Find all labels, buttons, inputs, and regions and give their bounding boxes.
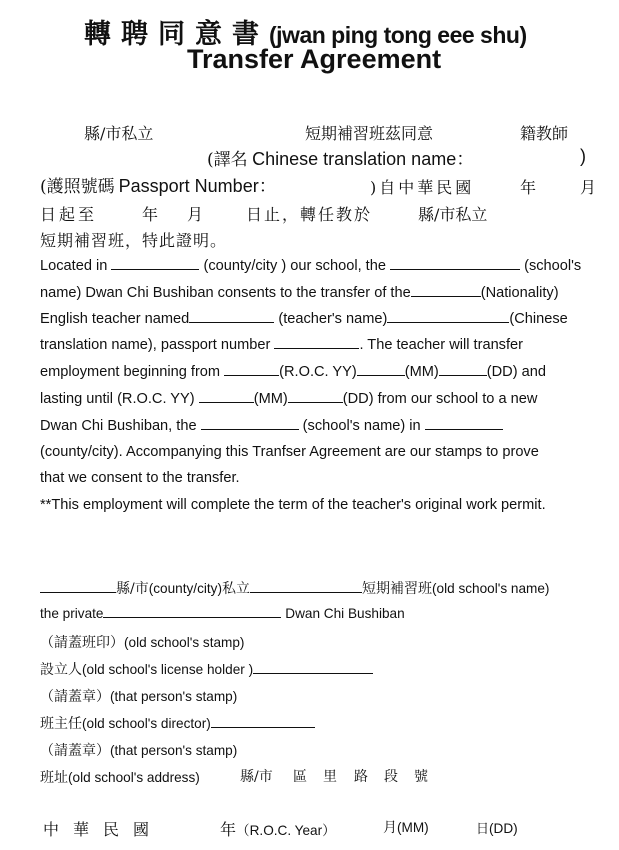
text: 班址	[40, 770, 68, 786]
old-county-blank[interactable]	[40, 580, 116, 593]
en-line-6	[40, 390, 537, 407]
private-line	[40, 605, 405, 621]
text: 設立人	[40, 662, 82, 678]
zh-line1-teacher: 籍教師	[520, 124, 569, 143]
text: 私立	[222, 581, 250, 597]
en-line-7	[40, 417, 503, 434]
text: the private	[40, 606, 104, 621]
county-city-blank[interactable]	[111, 257, 199, 270]
text: Dwan Chi Bushiban, the	[40, 418, 201, 434]
start-month-blank[interactable]	[357, 363, 405, 376]
text: (DD) and	[486, 364, 546, 380]
text: 月	[383, 820, 397, 836]
text: 短期補習班	[362, 581, 432, 597]
text: (school's	[520, 258, 582, 274]
address-section: 段	[384, 769, 398, 785]
text: employment beginning from	[40, 364, 225, 380]
en-line-2	[40, 284, 559, 301]
text: (county/city)	[148, 581, 222, 596]
zh-line4-until: 日止，轉任教於	[246, 205, 373, 224]
teacher-name-blank[interactable]	[189, 310, 274, 323]
text: 年	[220, 820, 237, 839]
license-holder-line	[40, 659, 373, 679]
text: 日	[476, 822, 490, 837]
zh-translation-label: (譯名	[207, 150, 248, 170]
text: （R.O.C. Year）	[236, 823, 336, 838]
en-line-1	[40, 257, 581, 274]
zh-line2	[207, 145, 474, 171]
school-stamp-line	[40, 632, 244, 652]
text: （請蓋班印）	[40, 635, 124, 651]
text: (old school's address)	[68, 770, 200, 785]
chinese-translation-blank[interactable]	[387, 310, 509, 323]
private-blank[interactable]	[103, 605, 281, 618]
text: (DD)	[489, 821, 518, 836]
start-day-blank[interactable]	[439, 363, 487, 376]
address-village: 里	[323, 769, 337, 785]
zh-line2-close-paren: )	[580, 146, 586, 166]
text: (that person's stamp)	[110, 689, 238, 704]
text: (Nationality)	[480, 285, 559, 301]
zh-line1-county: 縣/市私立	[84, 124, 154, 143]
zh-line3-from: )自中華民國	[370, 178, 475, 197]
director-stamp-line	[40, 740, 237, 760]
en-line-9: that we consent to the transfer.	[40, 470, 240, 486]
zh-line3-passport	[40, 172, 277, 198]
title-chinese: 轉聘同意書	[84, 19, 269, 50]
date-month	[383, 817, 429, 837]
text: (DD) from our school to a new	[342, 391, 538, 407]
en-line-8: (county/city). Accompanying this Tranfser Agreement are our stamps to prove	[40, 444, 539, 460]
date-year	[220, 817, 336, 840]
text: (old school's license holder )	[82, 662, 254, 677]
text: . The teacher will transfer	[359, 337, 524, 353]
zh-line1-school: 短期補習班茲同意	[305, 124, 434, 143]
date-roc: 中華民國	[43, 820, 164, 839]
en-line-4	[40, 336, 523, 353]
director-line	[40, 713, 315, 733]
zh-line4-year: 年	[142, 205, 159, 224]
school-name-blank[interactable]	[390, 257, 520, 270]
zh-line4-from-day: 日起至	[40, 205, 98, 224]
address-road: 路	[354, 769, 368, 785]
date-day	[476, 818, 518, 838]
director-blank[interactable]	[211, 715, 315, 728]
text: (Chinese	[509, 311, 568, 327]
en-line-3	[40, 310, 568, 327]
text: （請蓋章）	[40, 743, 110, 759]
translation-name-label: Chinese translation name：	[252, 149, 475, 169]
holder-stamp-line	[40, 686, 237, 706]
title-english: Transfer Agreement	[187, 44, 442, 74]
title-pinyin: (jwan ping tong eee shu)	[269, 22, 527, 48]
old-school-name-blank[interactable]	[250, 580, 362, 593]
passport-number-blank[interactable]	[274, 336, 359, 349]
nationality-blank[interactable]	[411, 284, 481, 297]
text: (MM)	[253, 391, 288, 407]
text: 縣/市	[116, 581, 149, 597]
new-school-name-blank[interactable]	[201, 417, 299, 430]
address-number: 號	[414, 769, 428, 785]
text: lasting until (R.O.C. YY)	[40, 391, 199, 407]
zh-line3-year: 年	[520, 178, 537, 197]
text: (MM)	[404, 364, 439, 380]
text: （請蓋章）	[40, 689, 110, 705]
address-county: 縣/市	[240, 769, 273, 785]
text: Located in	[40, 258, 112, 274]
text: Dwan Chi Bushiban	[281, 606, 405, 621]
en-line-note: **This employment will complete the term of the teacher's original work permit.	[40, 497, 546, 513]
zh-line5-certify: 短期補習班，特此證明。	[40, 231, 228, 250]
text: name) Dwan Chi Bushiban consents to the transfer of the	[40, 285, 411, 301]
text: (old school's stamp)	[124, 635, 245, 650]
text: (old school's director)	[82, 716, 211, 731]
license-holder-blank[interactable]	[253, 661, 373, 674]
text: (that person's stamp)	[110, 743, 238, 758]
new-county-city-blank[interactable]	[425, 417, 503, 430]
end-month-blank[interactable]	[288, 390, 343, 403]
old-school-line	[40, 578, 549, 598]
text: (county/city ) our school, the	[199, 258, 391, 274]
start-year-blank[interactable]	[224, 363, 279, 376]
address-district: 區	[293, 769, 307, 785]
passport-number-label: Passport Number：	[118, 176, 277, 196]
text: English teacher named	[40, 311, 190, 327]
en-line-5	[40, 363, 546, 380]
zh-line4-county: 縣/市私立	[418, 205, 488, 224]
text: (school's name) in	[298, 418, 425, 434]
text: 班主任	[40, 716, 82, 732]
text: translation name), passport number	[40, 337, 275, 353]
text: (MM)	[397, 820, 429, 835]
text: (old school's name)	[432, 581, 550, 596]
address-line	[40, 767, 200, 787]
text: (R.O.C. YY)	[279, 364, 357, 380]
end-year-blank[interactable]	[199, 390, 254, 403]
zh-line4-month: 月	[187, 205, 204, 224]
text: (teacher's name)	[274, 311, 388, 327]
zh-line3-month: 月	[580, 178, 597, 197]
zh-passport-label: (護照號碼	[40, 177, 115, 197]
